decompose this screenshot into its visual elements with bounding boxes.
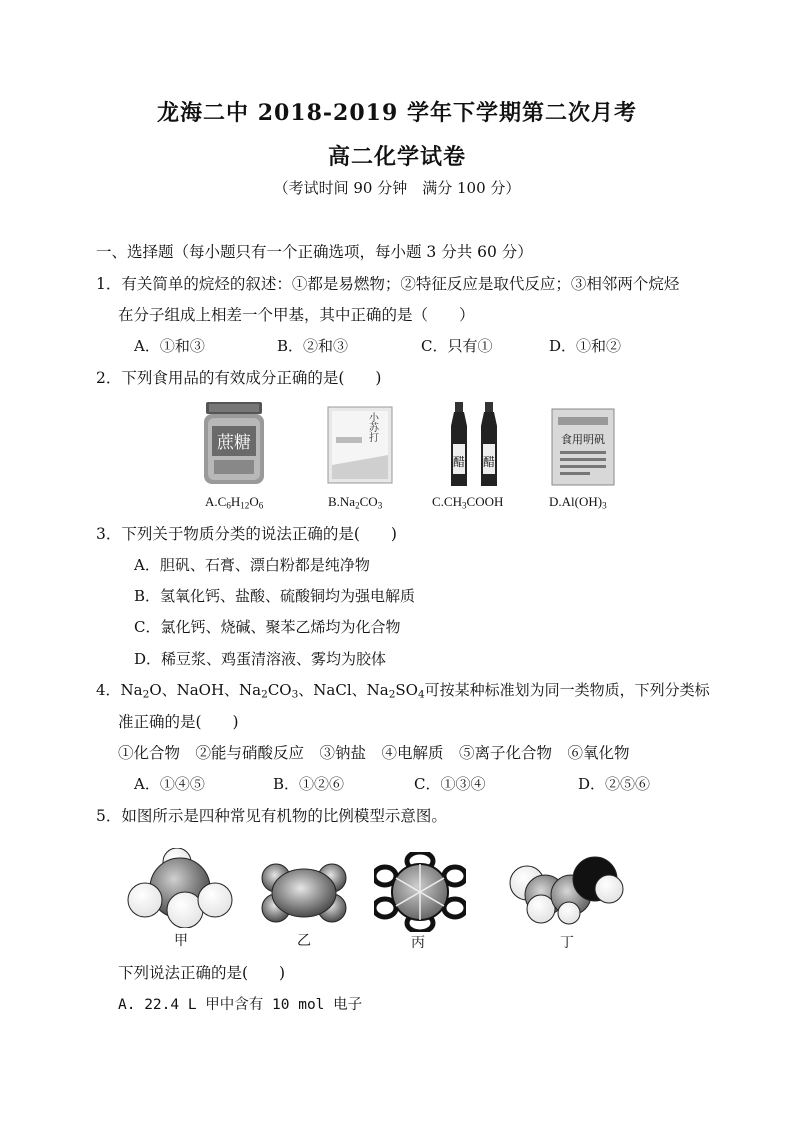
q2-option-a: $A.C_6H_{12}O_6$	[205, 494, 264, 511]
alum-bag-icon	[550, 407, 616, 487]
sugar-jar-icon	[202, 400, 266, 486]
q4-option-d: D．②⑤⑥	[578, 775, 651, 793]
q1-option-c: C．只有①	[421, 337, 493, 355]
q1-option-a: A．①和③	[134, 337, 205, 355]
benzene-label: 丙	[411, 935, 425, 951]
q3-option-b: B．氢氧化钙、盐酸、硫酸铜均为强电解质	[134, 587, 416, 605]
q4-stem-line2: 准正确的是( )	[118, 713, 239, 731]
exam-info: （考试时间 90 分钟 满分 100 分）	[273, 179, 521, 197]
q4-criteria: ①化合物 ②能与硝酸反应 ③钠盐 ④电解质 ⑤离子化合物 ⑥氧化物	[118, 744, 630, 762]
exam-title: 龙海二中 2018-2019 学年下学期第二次月考	[157, 100, 637, 126]
soda-label: 小苏打	[366, 412, 378, 442]
vinegar-bottles-icon	[445, 400, 505, 488]
q5-stem: 5．如图所示是四种常见有机物的比例模型示意图。	[96, 807, 447, 825]
q3-stem: 3．下列关于物质分类的说法正确的是( )	[96, 525, 397, 543]
q4-stem-line1: 4．$Na_2O$、NaOH、$Na_2CO_3$、NaCl、$Na_2SO_4$可按某种标准划为同一类物质，下列分类标	[96, 681, 710, 701]
q3-option-d: D．稀豆浆、鸡蛋清溶液、雾均为胶体	[134, 650, 387, 668]
section-heading: 一、选择题（每小题只有一个正确选项，每小题 3 分共 60 分）	[96, 243, 533, 261]
q3-option-a: A．胆矾、石膏、漂白粉都是纯净物	[134, 556, 370, 574]
q1-stem-line2: 在分子组成上相差一个甲基，其中正确的是（ ）	[118, 306, 475, 324]
q2-option-b: $B.Na_2CO_3$	[328, 494, 383, 511]
q2-option-c: $C.CH_3COOH$	[432, 494, 504, 511]
ethylene-label: 乙	[297, 933, 311, 949]
q5-option-a: A. 22.4 L 甲中含有 10 mol 电子	[118, 997, 363, 1013]
exam-subject: 高二化学试卷	[327, 144, 466, 170]
vinegar-label-2: 醋	[482, 455, 496, 469]
benzene-model-icon	[374, 852, 466, 932]
methane-label: 甲	[174, 933, 188, 949]
sugar-label: 蔗糖	[217, 433, 251, 453]
q3-option-c: C．氯化钙、烧碱、聚苯乙烯均为化合物	[134, 618, 401, 636]
methane-model-icon	[125, 848, 235, 928]
q1-option-d: D．①和②	[549, 337, 622, 355]
alum-label: 食用明矾	[561, 433, 605, 446]
q2-stem: 2．下列食用品的有效成分正确的是( )	[96, 369, 382, 387]
baking-soda-bag-icon	[326, 405, 394, 485]
q1-option-b: B．②和③	[277, 337, 349, 355]
ethanol-label: 丁	[560, 935, 574, 951]
vinegar-label-1: 醋	[452, 455, 466, 469]
q4-option-b: B．①②⑥	[273, 775, 345, 793]
ethanol-model-icon	[505, 855, 625, 925]
q5-prompt: 下列说法正确的是( )	[118, 964, 286, 982]
q4-option-a: A．①④⑤	[134, 775, 205, 793]
ethylene-model-icon	[258, 862, 350, 924]
q1-stem-line1: 1．有关简单的烷烃的叙述：①都是易燃物；②特征反应是取代反应；③相邻两个烷烃	[96, 275, 680, 293]
q4-option-c: C．①③④	[414, 775, 486, 793]
q2-option-d: $D.Al(OH)_3$	[549, 494, 607, 511]
